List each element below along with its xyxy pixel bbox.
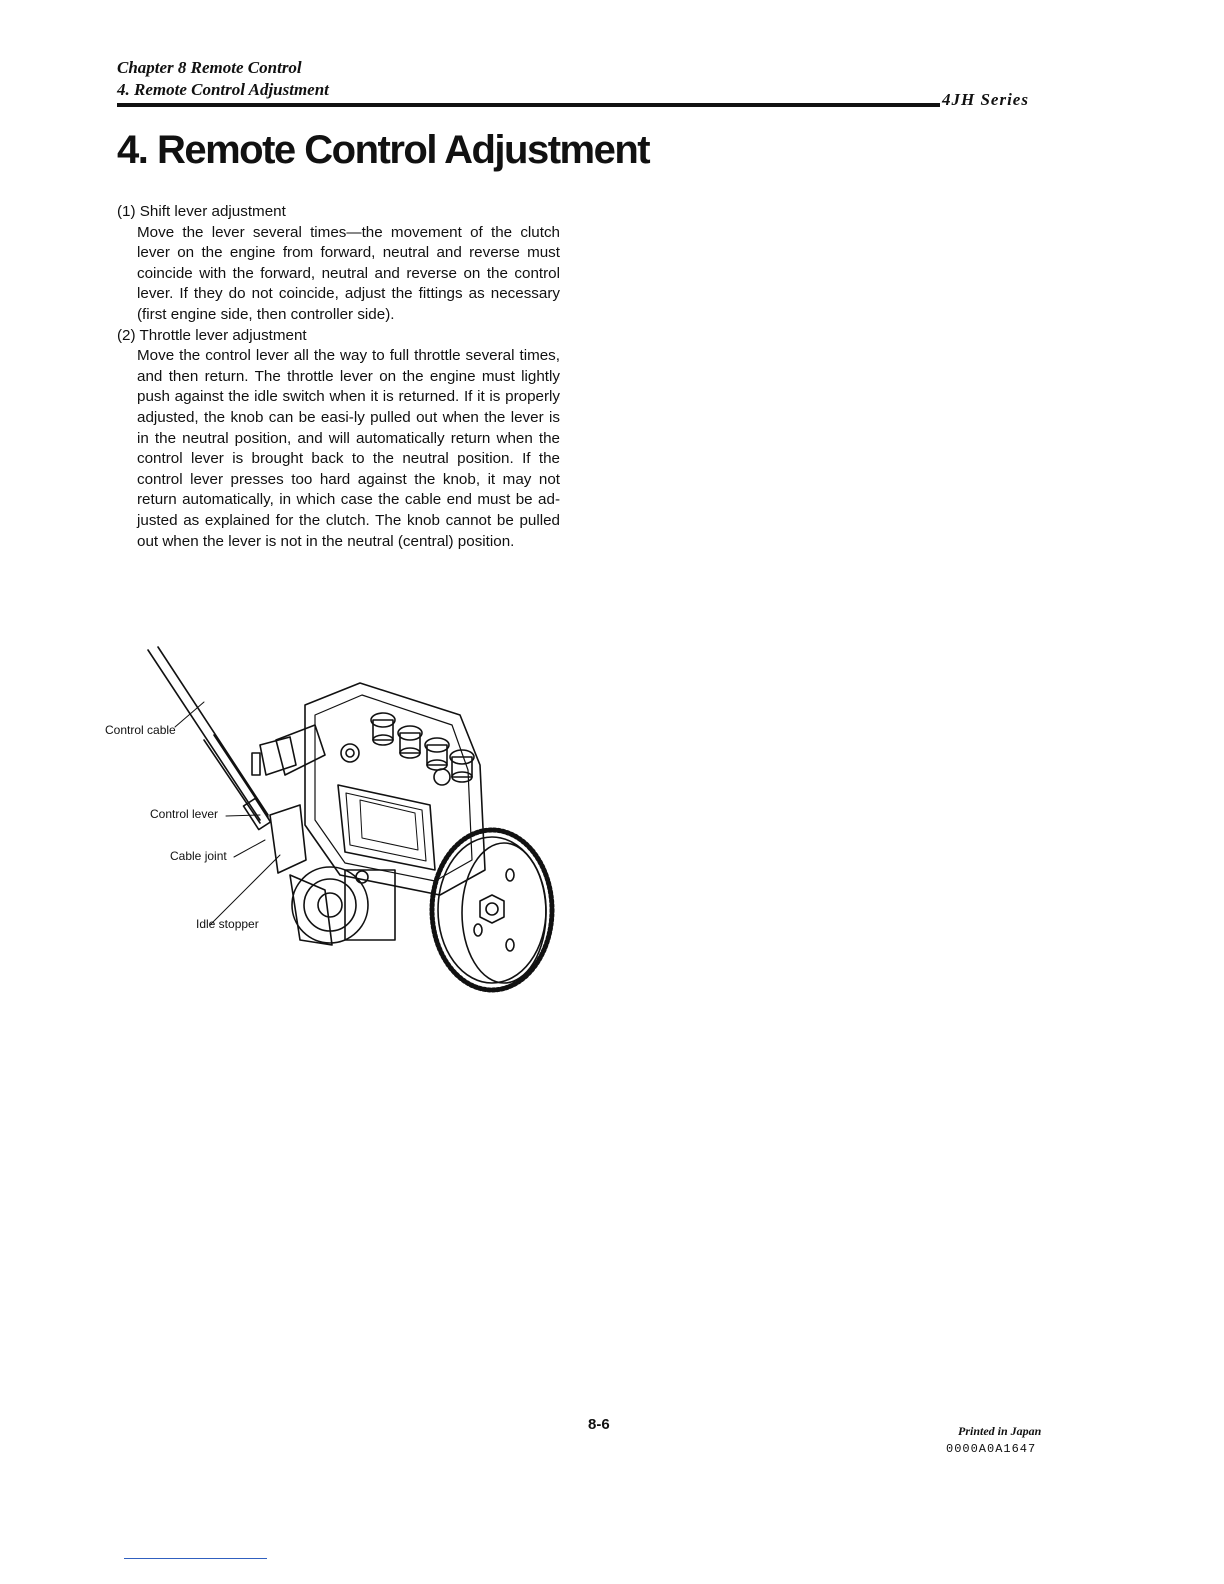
header-rule (117, 103, 940, 107)
item-text-shift: Move the lever several times—the movement of the clutch lever on the engine from forward, neutral and reverse must coincide with the forward, neutral and reverse on the control lever. If they do not coincide, adjust the fittings as necessary (first engine side, then controller side). (137, 223, 560, 323)
bottom-rule (124, 1558, 267, 1559)
header-series: 4JH Series (942, 90, 1029, 109)
label-control-lever: Control lever (150, 807, 219, 821)
item-heading-shift: (1) Shift lever adjustment (117, 203, 286, 220)
page-title: 4. Remote Control Adjustment (117, 128, 650, 172)
item-text-throttle: Move the control lever all the way to full throttle several times, and then return. The throttle lever on the engine must lightly push against the idle switch when it is returned. If it is properly adjusted, the knob can be easi-ly pulled out when the lever is in the neutral position, and will automatically return when the control lever is brought back to the neutral position. If the control lever presses too hard against the knob, it may not return automatically, in which case the cable end must be ad-justed as explained for the clutch. The knob cannot be pulled out when the lever is not in the neutral (central) position. (137, 347, 560, 550)
running-header (117, 57, 329, 101)
drive-gear-drawing (432, 830, 552, 990)
body-text (117, 202, 560, 552)
label-idle-stopper: Idle stopper (196, 917, 259, 931)
injection-pump-illustration (100, 645, 560, 1005)
delivery-valves-drawing (341, 713, 474, 785)
injection-pump-figure (100, 645, 560, 1010)
control-cable-drawing (148, 647, 270, 830)
header-section: 4. Remote Control Adjustment (117, 80, 329, 99)
item-heading-throttle: (2) Throttle lever adjustment (117, 326, 307, 344)
label-control-cable: Control cable (105, 723, 176, 737)
printed-in-japan: Printed in Japan (958, 1424, 1042, 1438)
document-code: 0000A0A1647 (946, 1442, 1037, 1456)
header-chapter: Chapter 8 Remote Control (117, 58, 302, 77)
label-cable-joint: Cable joint (170, 849, 227, 863)
page-number: 8-6 (588, 1416, 610, 1433)
flange-drawing (292, 867, 395, 943)
